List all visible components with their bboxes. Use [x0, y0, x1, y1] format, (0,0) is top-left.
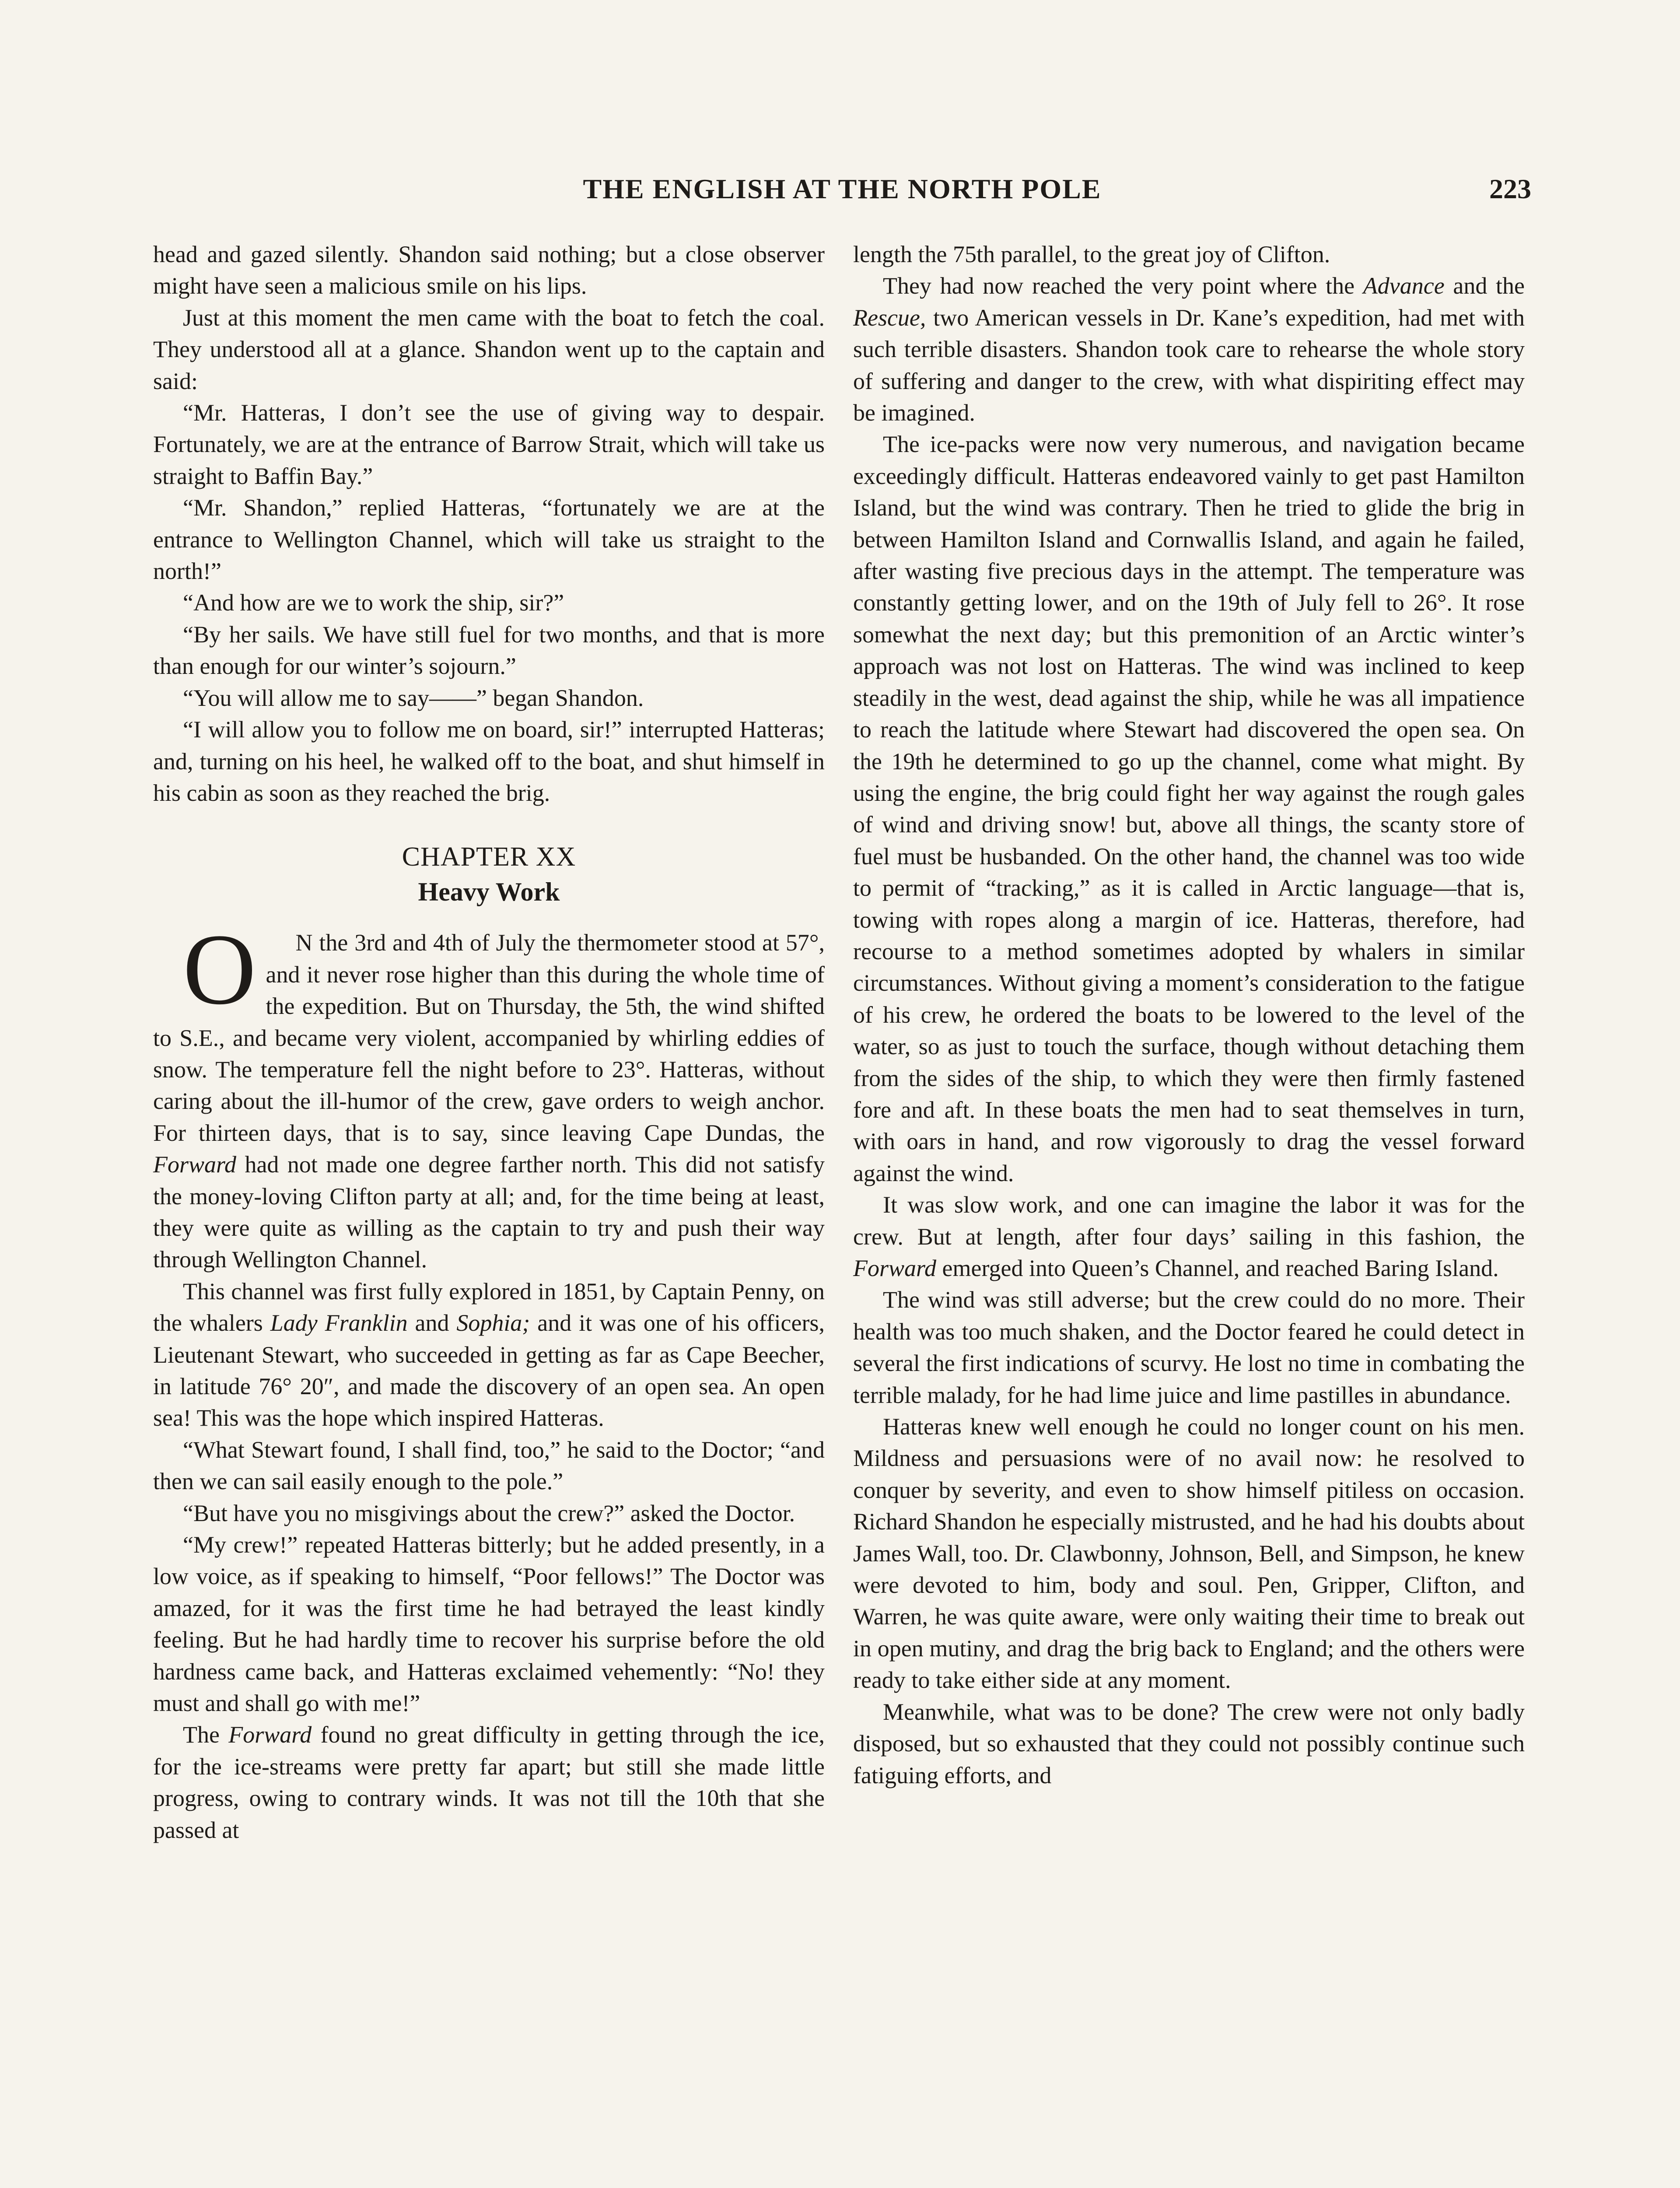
- ship-name: Forward: [228, 1722, 312, 1748]
- chapter-heading: [153, 839, 825, 909]
- paragraph: The wind was still adverse; but the crew could do no more. Their health was too much shaken, and the Doctor feared he could detect in several the first indications of scurvy. He lost no time in combating the terrible malady, for he had lime juice and lime pastilles in abundance.: [853, 1287, 1525, 1408]
- paragraph: “My crew!” repeated Hatteras bitterly; but he added presently, in a low voice, as if speaking to himself, “Poor fellows!” The Doctor was amazed, for it was the first time he had betrayed the least kindly feeling. But he had hardly time to recover his surprise before the old hardness came back, and Hatteras exclaimed vehemently: “No! they must and shall go with me!”: [153, 1532, 825, 1717]
- text-run: N the 3rd and 4th of July the thermometer stood at 57°, and it never rose higher than this during the whole time of the expedition. But on Thursday, the 5th, the wind shifted to S.E., and became very violent, accompanied by whirling eddies of snow. The temperature fell the night before to 23°. Hatteras, without caring about the ill-humor of the crew, gave orders to weigh anchor. For thirteen days, that is to say, since leaving Cape Dundas, the: [153, 929, 825, 1146]
- text-run: had not made one degree farther north. This did not satisfy the money-loving Clifton party at all; and, for the time being at least, they were quite as willing as the captain to try and push their way through Wellington Channel.: [153, 1151, 825, 1273]
- ship-name: Forward: [153, 1151, 237, 1178]
- ship-name: Advance: [1363, 273, 1445, 299]
- paragraph: [853, 1189, 1525, 1284]
- running-title: THE ENGLISH AT THE NORTH POLE: [583, 173, 1102, 204]
- paragraph: “You will allow me to say——” began Shandon.: [183, 684, 644, 711]
- paragraph: length the 75th parallel, to the great joy of Clifton.: [853, 241, 1330, 267]
- chapter-opening-paragraph: [153, 913, 825, 1275]
- text-run: and it was one of his officers, Lieutenant Stewart, who succeeded in getting as far as Cape Beecher, in latitude 76° 20″, and made the discovery of an open sea. An open sea! This was the hope which inspired Hatteras.: [153, 1310, 825, 1431]
- text-run: It was slow work, and one can imagine the labor it was for the crew. But at length, after four days’ sailing in this fashion, the: [853, 1192, 1525, 1250]
- paragraph: “And how are we to work the ship, sir?”: [183, 589, 564, 616]
- right-column: [853, 238, 1525, 1791]
- ship-name: Forward: [853, 1255, 937, 1281]
- paragraph: [153, 1719, 825, 1846]
- paragraph: Just at this moment the men came with the boat to fetch the coal. They understood all at a glance. Shandon went up to the captain and said:: [153, 304, 825, 394]
- chapter-title: Heavy Work: [418, 877, 560, 907]
- text-run: found no great difficulty in getting through the ice, for the ice-streams were pretty far apart; but still she made little progress, owing to contrary winds. It was not till the 10th that she passed at: [153, 1722, 825, 1843]
- paragraph: head and gazed silently. Shandon said nothing; but a close observer might have seen a malicious smile on his lips.: [153, 241, 825, 299]
- text-run: and the: [1444, 273, 1525, 299]
- ship-name: Sophia;: [456, 1310, 530, 1336]
- paragraph: Meanwhile, what was to be done? The crew were not only badly disposed, but so exhausted that they could not possibly continue such fatiguing efforts, and: [853, 1698, 1525, 1788]
- paragraph: [153, 1276, 825, 1434]
- paragraph: “What Stewart found, I shall find, too,” he said to the Doctor; “and then we can sail easily enough to the pole.”: [153, 1436, 825, 1495]
- ship-name: Rescue,: [853, 304, 926, 331]
- paragraph: The ice-packs were now very numerous, and navigation became exceedingly difficult. Hatteras endeavored vainly to get past Hamilton Island, but the wind was contrary. Then he tried to glide the brig in between Hamilton Island and Cornwallis Island, and again he failed, after wasting five precious days in the attempt. The temperature was constantly getting lower, and on the 19th of July fell to 26°. It rose somewhat the next day; but this premonition of an Arctic winter’s approach was not lost on Hatteras. The wind was inclined to keep steadily in the west, dead against the ship, while he was all impatience to reach the latitude where Stewart had discovered the open sea. On the 19th he determined to go up the channel, come what might. By using the engine, the brig could fight her way against the rough gales of wind and driving snow! but, above all things, the scanty store of fuel must be husbanded. On the other hand, the channel was too wide to permit of “tracking,” as it is called in Arctic language—that is, towing with ropes along a margin of ice. Hatteras, therefore, had recourse to a method sometimes adopted by whalers in similar circumstances. Without giving a moment’s consideration to the fatigue of his crew, he ordered the boats to be lowered to the level of the water, so as just to touch the surface, though without detaching them from the sides of the ship, to which they were then firmly fastened fore and aft. In these boats the men had to seat themselves in turn, with oars in hand, and row vigorously to drag the vessel forward against the wind.: [853, 431, 1525, 1186]
- ship-name: Lady Franklin: [270, 1310, 408, 1336]
- chapter-number: CHAPTER XX: [402, 842, 576, 872]
- left-column: [153, 238, 825, 1846]
- text-run: They had now reached the very point where the: [883, 273, 1363, 299]
- paragraph: [853, 270, 1525, 428]
- text-run: and: [407, 1310, 457, 1336]
- text-run: The: [183, 1722, 229, 1748]
- paragraph: “I will allow you to follow me on board, sir!” interrupted Hatteras; and, turning on his heel, he walked off to the boat, and shut himself in his cabin as soon as they reached the brig.: [153, 716, 825, 806]
- text-run: This channel was first fully explored in 1851, by Captain Penny, on the whalers: [153, 1278, 825, 1336]
- paragraph: Hatteras knew well enough he could no longer count on his men. Mildness and persuasions were of no avail now: he resolved to conquer by severity, and even to show himself pitiless on occasion. Richard Shandon he especially mistrusted, and he had his doubts about James Wall, too. Dr. Clawbonny, Johnson, Bell, and Simpson, he knew were devoted to him, body and soul. Pen, Gripper, Clifton, and Warren, he was quite aware, were only waiting their time to break out in open mutiny, and drag the brig back to England; and the others were ready to take either side at any moment.: [853, 1413, 1525, 1694]
- paragraph: “Mr. Shandon,” replied Hatteras, “fortunately we are at the entrance to Wellington Channel, which will take us straight to the north!”: [153, 494, 825, 585]
- paragraph: “Mr. Hatteras, I don’t see the use of giving way to despair. Fortunately, we are at the entrance of Barrow Strait, which will take us straight to Baffin Bay.”: [153, 400, 825, 489]
- text-run: two American vessels in Dr. Kane’s expedition, had met with such terrible disasters. Shandon took care to rehearse the whole story of suffering and danger to the crew, with what dispiriting effect may be imagined.: [853, 304, 1525, 426]
- paragraph: “By her sails. We have still fuel for two months, and that is more than enough for our winter’s sojourn.”: [153, 621, 825, 680]
- page-number: 223: [1489, 173, 1531, 204]
- paragraph: “But have you no misgivings about the crew?” asked the Doctor.: [183, 1500, 795, 1526]
- running-header: [153, 173, 1531, 212]
- drop-cap: O: [183, 913, 256, 1026]
- text-run: emerged into Queen’s Channel, and reached Baring Island.: [936, 1255, 1499, 1281]
